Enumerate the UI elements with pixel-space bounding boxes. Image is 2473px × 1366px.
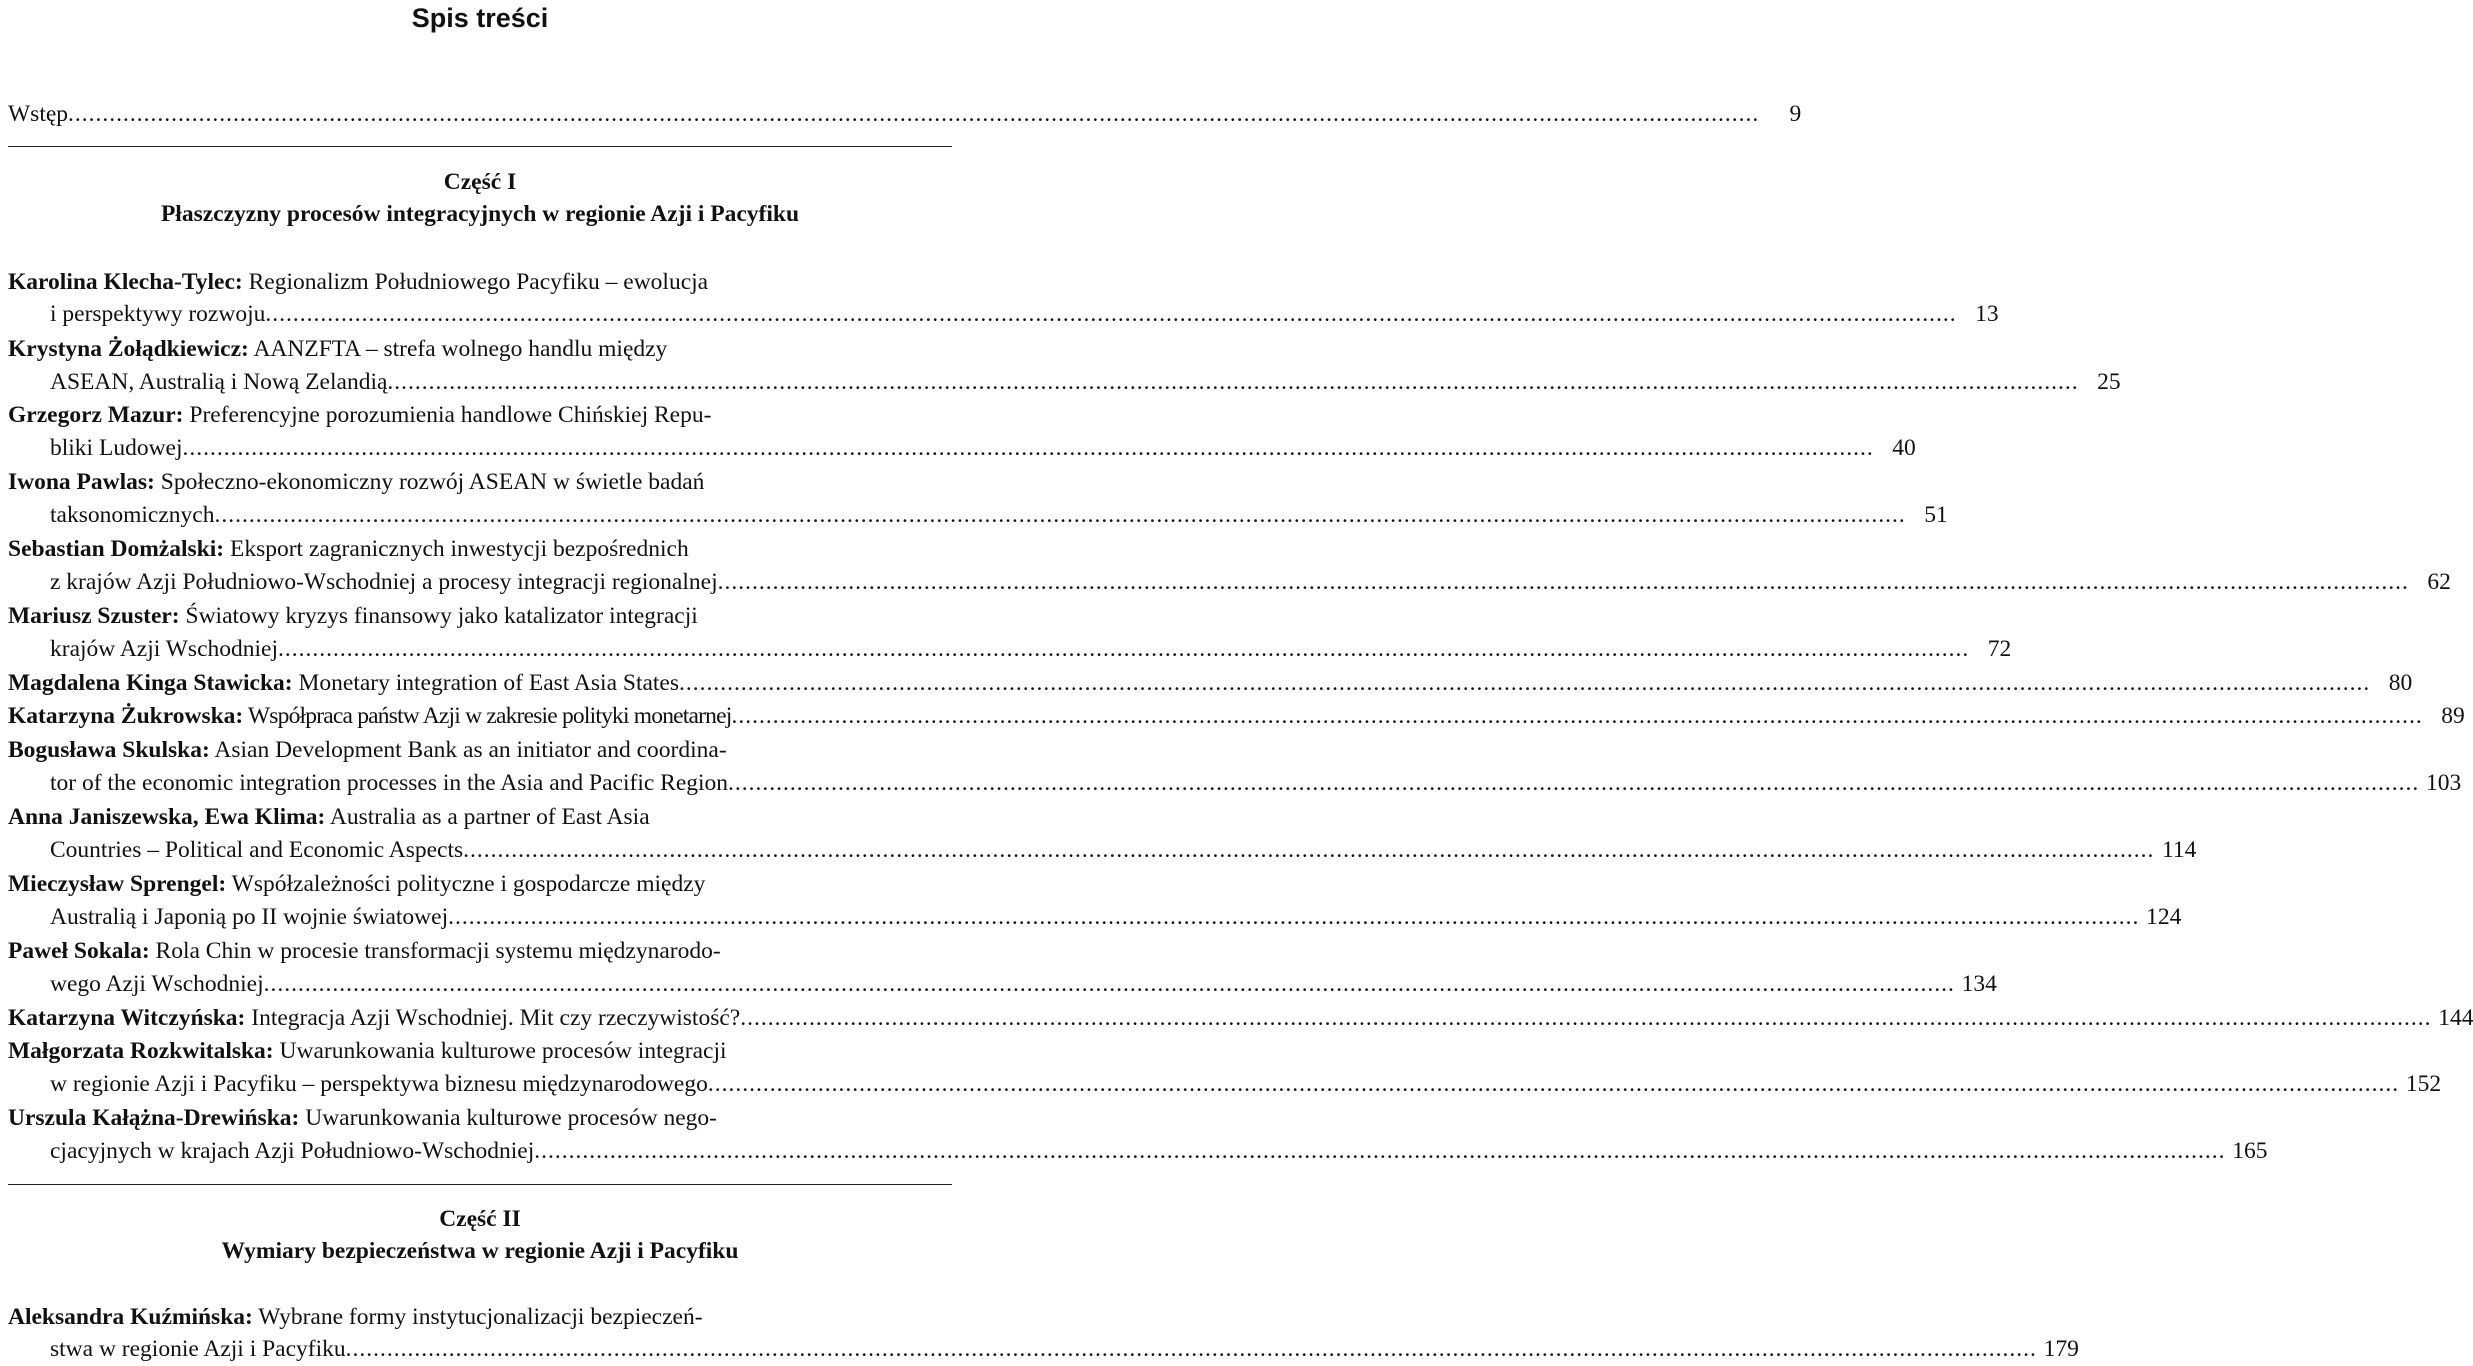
- dot-leader: [183, 432, 1874, 465]
- part1-label: Część I: [443, 169, 517, 195]
- toc-entry-line: [50, 499, 1948, 532]
- toc-entry-line: [50, 566, 2451, 599]
- entry-title: Eksport zagranicznych inwestycji bezpośrednich: [224, 536, 689, 562]
- toc-entry-line: [50, 1135, 2268, 1168]
- entry-title: Preferencyjne porozumienia handlowe Chińskiej Repu-: [183, 402, 712, 428]
- toc-entry-line: [50, 901, 2182, 934]
- page-number: 152: [2405, 1071, 2442, 1097]
- divider: [8, 1184, 952, 1185]
- entry-title-continued: wego Azji Wschodniej: [50, 971, 264, 997]
- dot-leader: [214, 499, 1905, 532]
- page-number: 13: [1975, 301, 1999, 327]
- toc-entry-line: [8, 533, 948, 566]
- entry-title: Rola Chin w procesie transformacji systemu międzynarodo-: [149, 938, 721, 964]
- entry-author: Sebastian Domżalski:: [8, 536, 225, 562]
- toc-entry-line: [8, 466, 948, 499]
- divider: [8, 146, 952, 147]
- page-number: 80: [2388, 670, 2413, 696]
- page-number: 134: [1961, 971, 1997, 997]
- entry-title: Współzależności polityczne i gospodarcze między: [226, 871, 706, 897]
- entry-title-continued: taksonomicznych: [50, 502, 215, 528]
- entry-title: Monetary integration of East Asia States: [292, 670, 680, 696]
- entry-title: Współpraca państw Azji w zakresie polityki monetarnej: [243, 703, 732, 729]
- toc-entry-line: [8, 399, 948, 432]
- entry-author: Małgorzata Rozkwitalska:: [8, 1038, 274, 1064]
- entry-title-continued: ASEAN, Australią i Nową Zelandią: [50, 369, 388, 395]
- entry-title-continued: krajów Azji Wschodniej: [50, 636, 278, 662]
- toc-entry-line: [8, 600, 948, 633]
- page-number: 114: [2162, 837, 2197, 863]
- entry-author: Iwona Pawlas:: [8, 469, 155, 495]
- page-number: 9: [1789, 101, 1802, 127]
- dot-leader: [346, 1333, 2037, 1366]
- page-number: 165: [2232, 1138, 2268, 1164]
- entry-author: Mieczysław Sprengel:: [8, 871, 227, 897]
- entry-title-continued: stwa w regionie Azji i Pacyfiku: [50, 1336, 346, 1362]
- toc-entry-line: [50, 1333, 2079, 1366]
- dot-leader: [731, 700, 2422, 733]
- page-number: 89: [2441, 703, 2465, 729]
- toc-entry-line: [8, 935, 948, 968]
- entry-title-continued: i perspektywy rozwoju: [50, 301, 266, 327]
- dot-leader: [265, 298, 1956, 331]
- toc-entry-line: [50, 432, 1916, 465]
- dot-leader: [387, 366, 2078, 399]
- entry-title: AANZFTA – strefa wolnego handlu między: [248, 336, 668, 362]
- page-number: 179: [2043, 1336, 2079, 1362]
- page-number: 25: [2097, 369, 2121, 395]
- toc-entry-intro: [8, 98, 1802, 131]
- page-number: 124: [2146, 904, 2182, 930]
- dot-leader: [68, 98, 1759, 131]
- dot-leader: [463, 834, 2154, 867]
- entry-title-continued: z krajów Azji Południowo-Wschodniej a procesy integracji regionalnej: [50, 569, 718, 595]
- dot-leader: [708, 1068, 2399, 1101]
- toc-entry-line: [8, 734, 948, 767]
- dot-leader: [264, 968, 1955, 1001]
- entry-title: Integracja Azji Wschodniej. Mit czy rzeczywistość?: [245, 1005, 741, 1031]
- entry-title-continued: w regionie Azji i Pacyfiku – perspektywa biznesu międzynarodowego: [50, 1071, 708, 1097]
- toc-entry-line: [8, 700, 2465, 733]
- entry-title-continued: Australią i Japonią po II wojnie światowej: [50, 904, 449, 930]
- entry-title-continued: bliki Ludowej: [50, 435, 183, 461]
- entry-title: Regionalizm Południowego Pacyfiku – ewolucja: [242, 269, 709, 295]
- dot-leader: [718, 566, 2409, 599]
- toc-entry-line: [50, 366, 2121, 399]
- entry-title: Społeczno-ekonomiczny rozwój ASEAN w świetle badań: [154, 469, 705, 495]
- page-number: 51: [1924, 502, 1948, 528]
- entry-author: Krystyna Żołądkiewicz:: [8, 336, 249, 362]
- entry-author: Aleksandra Kuźmińska:: [8, 1304, 253, 1330]
- toc-entry-line: [50, 767, 2462, 800]
- entry-title-continued: cjacyjnych w krajach Azji Południowo-Wschodniej: [50, 1138, 535, 1164]
- toc-entry-line: [8, 333, 948, 366]
- toc-entry-line: [8, 1002, 2473, 1035]
- dot-leader: [278, 633, 1969, 666]
- toc-entry-line: [50, 1068, 2442, 1101]
- entry-author: Grzegorz Mazur:: [8, 402, 184, 428]
- toc-entry-line: [50, 633, 2012, 666]
- entry-title: Światowy kryzys finansowy jako katalizator integracji: [179, 603, 698, 629]
- toc-entry-line: [50, 298, 1999, 331]
- entry-title: Uwarunkowania kulturowe procesów integracji: [273, 1038, 727, 1064]
- entry-author: Karolina Klecha-Tylec:: [8, 269, 243, 295]
- entry-author: Katarzyna Witczyńska:: [8, 1005, 246, 1031]
- part2-title: Wymiary bezpieczeństwa w regionie Azji i Pacyfiku: [221, 1238, 739, 1264]
- toc-entry-line: [50, 968, 1997, 1001]
- dot-leader: [448, 901, 2139, 934]
- toc-entry-line: [8, 868, 948, 901]
- dot-leader: [679, 667, 2370, 700]
- toc-entry-line: [8, 801, 948, 834]
- entry-title: Asian Development Bank as an initiator and coordina-: [209, 737, 727, 763]
- page-number: 72: [1987, 636, 2012, 662]
- part1-title: Płaszczyzny procesów integracyjnych w regionie Azji i Pacyfiku: [160, 201, 800, 227]
- toc-entry-line: [8, 266, 948, 299]
- page-number: 40: [1892, 435, 1916, 461]
- dot-leader: [740, 1002, 2431, 1035]
- intro-label: Wstęp: [8, 101, 69, 127]
- page-number: 62: [2427, 569, 2451, 595]
- entry-author: Paweł Sokala:: [8, 938, 150, 964]
- toc-entry-line: [8, 1102, 948, 1135]
- toc-entry-line: [8, 1301, 948, 1334]
- entry-title-continued: Countries – Political and Economic Aspects: [50, 837, 464, 863]
- toc-entry-line: [50, 834, 2197, 867]
- toc-entry-line: [8, 667, 2413, 700]
- entry-author: Mariusz Szuster:: [8, 603, 180, 629]
- page-number: 103: [2426, 770, 2462, 796]
- part2-label: Część II: [439, 1206, 521, 1232]
- entry-title-continued: tor of the economic integration processes in the Asia and Pacific Region: [50, 770, 729, 796]
- entry-author: Magdalena Kinga Stawicka:: [8, 670, 293, 696]
- entry-author: Urszula Kałążna-Drewińska:: [8, 1105, 300, 1131]
- entry-title: Wybrane formy instytucjonalizacji bezpieczeń-: [252, 1304, 703, 1330]
- entry-author: Katarzyna Żukrowska:: [8, 703, 244, 729]
- toc-entry-line: [8, 1035, 948, 1068]
- dot-leader: [534, 1135, 2225, 1168]
- entry-title: Australia as a partner of East Asia: [325, 804, 650, 830]
- page-title: Spis treści: [411, 3, 549, 33]
- entry-author: Bogusława Skulska:: [8, 737, 210, 763]
- entry-author: Anna Janiszewska, Ewa Klima:: [8, 804, 326, 830]
- dot-leader: [728, 767, 2419, 800]
- page-number: 144: [2438, 1005, 2473, 1031]
- entry-title: Uwarunkowania kulturowe procesów nego-: [299, 1105, 718, 1131]
